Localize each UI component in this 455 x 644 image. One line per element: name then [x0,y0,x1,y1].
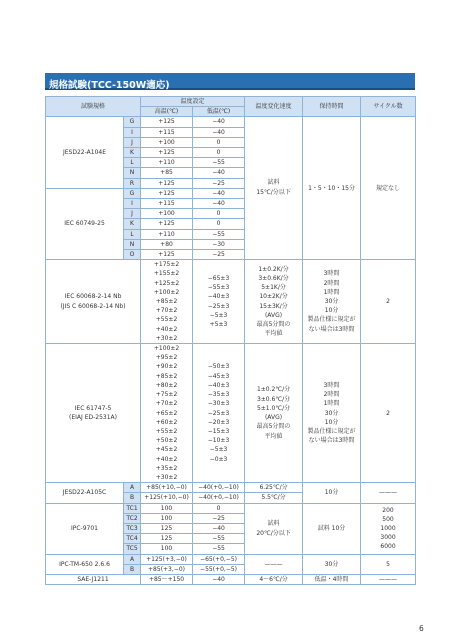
rate-cell: 6.25℃/分 [245,483,303,493]
class-cell: K [124,148,141,158]
high-temp-cell: +85(+3,−0) [141,564,193,574]
low-temp-cell: −40 [193,523,245,533]
cycles-cell: 200 500 1000 3000 6000 [361,503,416,554]
cycles-cell: ——— [361,483,416,503]
high-temp-cell: 125 [141,534,193,544]
spec-table [45,96,416,585]
low-temp-cell: −50±3 −45±3 −40±3 −35±3 −30±3 −25±3 −20±3 −15±3 −10±3 −5±3 −0±3 [193,344,245,483]
class-cell: J [124,137,141,147]
high-temp-cell: +80 [141,239,193,249]
high-temp-cell: 100 [141,544,193,554]
class-cell: K [124,219,141,229]
standard-name: SAE-J1211 [46,574,141,584]
cycles-cell: 2 [361,344,416,483]
high-temp-cell: +125 [141,250,193,260]
high-temp-cell: +125 [141,188,193,198]
low-temp-cell: −40(+0,−10) [193,483,245,493]
class-cell: N [124,168,141,178]
standard-name: JESD22-A104E [46,117,124,188]
class-cell: O [124,250,141,260]
low-temp-cell: −40 [193,188,245,198]
high-temp-cell: +110 [141,158,193,168]
low-temp-cell: −30 [193,239,245,249]
low-temp-cell: −40 [193,117,245,127]
page-number: 6 [419,624,424,633]
class-cell: N [124,239,141,249]
standard-name: IEC 61747-5 (EIAJ ED-2531A) [46,344,141,483]
class-cell: B [124,564,141,574]
high-temp-cell: +100±2 +95±2 +90±2 +85±2 +80±2 +75±2 +70±2 +65±2 +60±2 +55±2 +50±2 +45±2 +40±2 +35±2 +30±2 [141,344,193,483]
high-temp-cell: +100 [141,209,193,219]
low-temp-cell: −40 [193,199,245,209]
high-temp-cell: +115 [141,127,193,137]
class-cell: B [124,493,141,503]
class-cell: L [124,158,141,168]
standard-name: IEC 60068-2-14 Nb (JIS C 60068-2-14 Nb) [46,260,141,344]
high-temp-cell: +85(+10,−0) [141,483,193,493]
low-temp-cell: −55 [193,544,245,554]
standard-name: JESD22-A105C [46,483,124,503]
header-low: 低温(℃) [193,107,245,117]
low-temp-cell: 0 [193,137,245,147]
low-temp-cell: 0 [193,148,245,158]
low-temp-cell: −55 [193,229,245,239]
class-cell: L [124,229,141,239]
class-cell: TC4 [124,534,141,544]
standard-name: IPC-9701 [46,503,124,554]
standard-name: IEC 60749-25 [46,188,124,259]
section-title-bar [45,73,415,90]
high-temp-cell: +115 [141,199,193,209]
low-temp-cell: −25 [193,178,245,188]
header-hold: 保持時間 [303,97,361,117]
high-temp-cell: 125 [141,523,193,533]
class-cell: G [124,188,141,198]
rate-cell: 試料 20℃/分以下 [245,503,303,554]
low-temp-cell: −25 [193,250,245,260]
class-cell: A [124,554,141,564]
header-high: 高温(℃) [141,107,193,117]
rate-cell: ——— [245,554,303,574]
low-temp-cell: 0 [193,503,245,513]
rate-cell: 試料 15℃/分以下 [245,117,303,260]
hold-cell: 10分 [303,483,361,503]
low-temp-cell: 0 [193,219,245,229]
class-cell: TC3 [124,523,141,533]
section-title: 規格試験(TCC-150W適応) [49,80,170,91]
hold-cell: 試料 10分 [303,503,361,554]
high-temp-cell: +125 [141,219,193,229]
cycles-cell: 規定なし [361,117,416,260]
standard-name: IPC-TM-650 2.6.6 [46,554,124,574]
hold-cell: 低温・4時間 [303,574,361,584]
high-temp-cell: +85 [141,168,193,178]
class-cell: I [124,199,141,209]
cycles-cell: 5 [361,554,416,574]
hold-cell: 3時間 2時間 1時間 30分 10分 製品仕様に規定が ない場合は3時間 [303,260,361,344]
class-cell: I [124,127,141,137]
low-temp-cell: 0 [193,209,245,219]
low-temp-cell: −65(+0,−5) [193,554,245,564]
hold-cell: 1・5・10・15分 [303,117,361,260]
rate-cell: 4〜6℃/分 [245,574,303,584]
class-cell: R [124,178,141,188]
rate-cell: 5.5℃/分 [245,493,303,503]
cycles-cell: 2 [361,260,416,344]
high-temp-cell: +125 [141,178,193,188]
rate-cell: 1±0.2℃/分 3±0.6℃/分 5±1.0℃/分 (AVG) 最高5分間の 平均値 [245,344,303,483]
header-temp-setting: 温度設定 [141,97,245,107]
rate-cell: 1±0.2K/分 3±0.6K/分 5±1K/分 10±2K/分 15±3K/分 (AVG) 最高5分間の 平均値 [245,260,303,344]
high-temp-cell: +100 [141,137,193,147]
header-rate: 温度変化速度 [245,97,303,117]
cycles-cell: ——— [361,574,416,584]
class-cell: TC2 [124,513,141,523]
low-temp-cell: −40(+0,−10) [193,493,245,503]
high-temp-cell: 100 [141,513,193,523]
low-temp-cell: −40 [193,127,245,137]
high-temp-cell: +85〜+150 [141,574,193,584]
low-temp-cell: −25 [193,513,245,523]
low-temp-cell: −55 [193,158,245,168]
low-temp-cell: −55 [193,534,245,544]
header-standard: 試験規格 [46,97,141,117]
class-cell: J [124,209,141,219]
high-temp-cell: +175±2 +155±2 +125±2 +100±2 +85±2 +70±2 +55±2 +40±2 +30±2 [141,260,193,344]
header-cycles: サイクル数 [361,97,416,117]
class-cell: G [124,117,141,127]
low-temp-cell: −40 [193,574,245,584]
high-temp-cell: +125 [141,117,193,127]
high-temp-cell: +110 [141,229,193,239]
low-temp-cell: −40 [193,168,245,178]
high-temp-cell: +125(+10,−0) [141,493,193,503]
high-temp-cell: +125 [141,148,193,158]
low-temp-cell: −55(+0,−5) [193,564,245,574]
high-temp-cell: +125(+3,−0) [141,554,193,564]
class-cell: TC5 [124,544,141,554]
class-cell: A [124,483,141,493]
hold-cell: 30分 [303,554,361,574]
hold-cell: 3時間 2時間 1時間 30分 10分 製品仕様に規定が ない場合は3時間 [303,344,361,483]
high-temp-cell: 100 [141,503,193,513]
low-temp-cell: −65±3 −55±3 −40±3 −25±3 −5±3 +5±3 [193,260,245,344]
class-cell: TC1 [124,503,141,513]
